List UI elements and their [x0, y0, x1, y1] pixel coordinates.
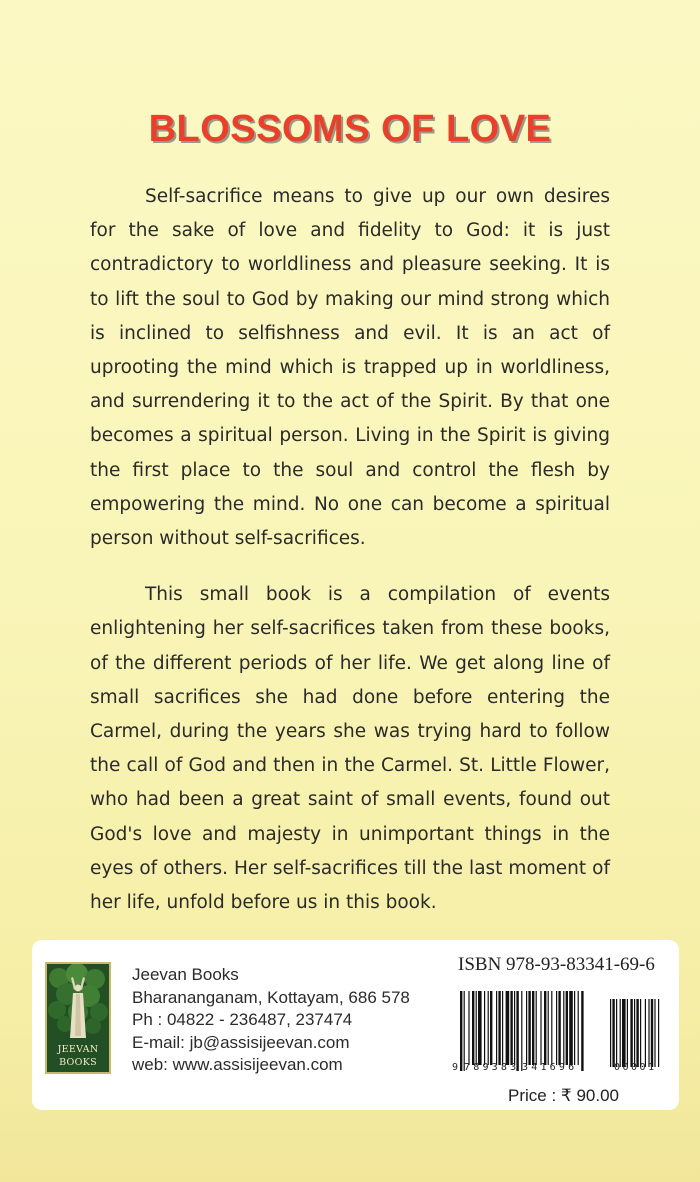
barcode-addon-bar	[620, 999, 621, 1067]
barcode-bar	[544, 991, 546, 1065]
barcode-addon-bar	[612, 999, 614, 1067]
logo-text-line-2: BOOKS	[59, 1057, 97, 1068]
barcode-bar	[569, 991, 573, 1065]
barcode-bar	[514, 991, 515, 1065]
barcode-bar	[532, 991, 534, 1065]
barcode-group-2: 341696	[522, 1062, 578, 1073]
barcode-lead-digit: 9	[452, 1062, 459, 1073]
barcode-bar	[536, 991, 537, 1065]
book-title: BLOSSOMS OF LOVE	[148, 108, 552, 150]
barcode-bar	[581, 991, 583, 1071]
barcode-bar	[540, 991, 541, 1065]
blurb-paragraph-1: Self-sacrifice means to give up our own desires for the sake of love and fidelity to God: it is just contradictory to worldliness and pleasure seeking. It is to lift the soul to God by making our mind strong which is inclined to selfishness and evil. It is an act of uprooting the mind which is trapped up in worldliness, and surrendering it to the act of the Spirit. By that one becomes a spiritual person. Living in the Spirit is giving the first place to the soul and control the flesh by empowering the mind. No one can become a spiritual person without self-sacrifices.	[90, 186, 610, 550]
barcode-bar	[551, 991, 552, 1065]
barcode-bar	[574, 991, 575, 1065]
barcode-bar	[484, 991, 485, 1065]
barcode-bar	[490, 991, 492, 1065]
barcode-bars-addon	[610, 999, 659, 1067]
barcode-bar	[548, 991, 549, 1065]
barcode-bar	[472, 991, 474, 1065]
isbn-number: ISBN 978-93-83341-69-6	[458, 954, 655, 975]
barcode-group-1: 789383	[464, 1062, 520, 1073]
barcode-addon-bar	[636, 999, 638, 1067]
barcode-bar	[556, 991, 557, 1065]
barcode-bar	[521, 991, 522, 1071]
publisher-phone: Ph : 04822 - 236487, 237474	[132, 1010, 353, 1029]
barcode-bar	[528, 991, 530, 1065]
logo-text-line-1: JEEVAN	[57, 1044, 99, 1055]
blurb-text	[90, 180, 610, 920]
barcode-addon-bar	[616, 999, 617, 1067]
publisher-email: E-mail: jb@assisijeevan.com	[132, 1032, 350, 1052]
barcode-addon-bar	[627, 999, 628, 1067]
barcode-bar	[506, 991, 510, 1065]
barcode-addon-bar	[630, 999, 632, 1067]
publisher-panel	[32, 940, 679, 1110]
barcode-bar	[478, 991, 482, 1065]
barcode-addon-bar	[651, 999, 653, 1067]
barcode-bar	[464, 991, 465, 1071]
publisher-address: Bharananganam, Kottayam, 686 578	[132, 987, 410, 1007]
barcode-bar	[563, 991, 564, 1065]
barcode-addon-bar	[645, 999, 646, 1067]
publisher-info	[132, 964, 452, 1077]
barcode-addon-bar	[658, 999, 659, 1067]
barcode-addon-digits: 00001	[614, 1062, 657, 1073]
publisher-name: Jeevan Books	[132, 965, 239, 984]
barcode-bar	[566, 991, 568, 1065]
barcode-bar	[496, 991, 497, 1065]
barcode-addon-bar	[654, 999, 655, 1067]
barcode-addon-bar	[634, 999, 635, 1067]
barcode-bar	[558, 991, 560, 1065]
publisher-logo	[45, 962, 111, 1074]
barcode-addon-bar	[648, 999, 649, 1067]
publisher-web: web: www.assisijeevan.com	[132, 1055, 343, 1074]
barcode-addon-bar	[640, 999, 641, 1067]
barcode-bar	[498, 991, 500, 1065]
barcode-bar	[516, 991, 518, 1071]
barcode-bar	[578, 991, 579, 1065]
barcode-bar	[502, 991, 503, 1065]
barcode-bar	[510, 991, 512, 1065]
blurb-paragraph-2: This small book is a compilation of events enlightening her self-sacrifices taken from these books, of the different periods of her life. We get along line of small sacrifices she had done before entering the Carmel, during the years she was trying hard to follow the call of God and then in the Carmel. St. Little Flower, who had been a great saint of small events, found out God's love and majesty in unimportant things in the eyes of others. Her self-sacrifices till the last moment of her life, unfold before us in this book.	[90, 584, 610, 914]
barcode-bar	[526, 991, 527, 1065]
barcode-bar	[476, 991, 477, 1065]
barcode-bar	[488, 991, 489, 1065]
barcode-addon-bar	[610, 999, 611, 1067]
tree-figure-icon	[47, 964, 109, 1072]
barcode-addon-bar	[622, 999, 626, 1067]
barcode-bar	[460, 991, 462, 1071]
barcode-bars-main	[460, 991, 584, 1071]
price-label: Price : ₹ 90.00	[508, 1086, 619, 1105]
barcode-bar	[468, 991, 469, 1065]
